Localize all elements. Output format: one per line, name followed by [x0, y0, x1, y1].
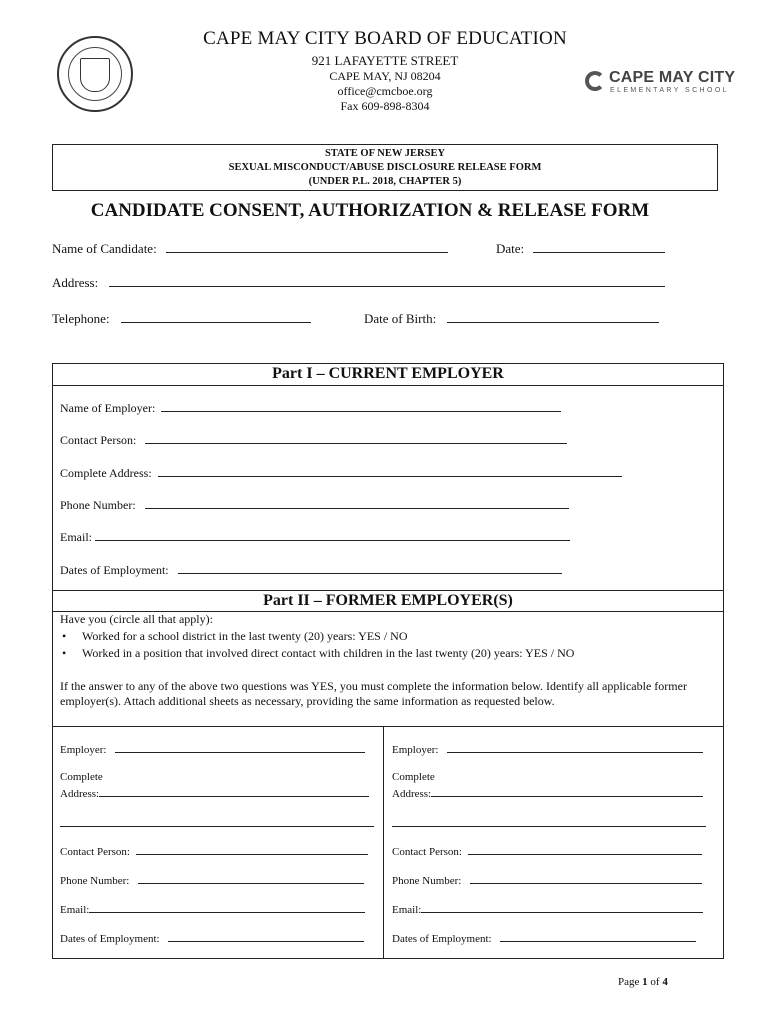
candidate-dob-field[interactable]	[364, 310, 659, 327]
candidate-name-line[interactable]	[166, 240, 448, 253]
part2-title: Part II – FORMER EMPLOYER(S)	[263, 592, 513, 609]
p2-left-phone-field[interactable]	[60, 873, 364, 887]
p2-right-complete-label: Complete	[392, 771, 435, 783]
p1-dates-field[interactable]	[60, 562, 562, 578]
p2-right-email-label: Email:	[392, 904, 422, 916]
state-line-2: SEXUAL MISCONDUCT/ABUSE DISCLOSURE RELEASE FORM	[228, 162, 542, 173]
candidate-dob-line[interactable]	[447, 310, 659, 323]
org-street: 921 LAFAYETTE STREET	[311, 53, 459, 68]
bullet-icon: •	[62, 629, 67, 643]
org-fax: Fax 609-898-8304	[340, 99, 430, 113]
p2-left-address-field[interactable]	[60, 786, 369, 800]
p2-right-address-line[interactable]	[431, 786, 703, 797]
p1-employer-field[interactable]	[60, 400, 561, 416]
p2-right-contact-line[interactable]	[468, 844, 702, 855]
p2-left-contact-label: Contact Person:	[60, 846, 130, 858]
part1-title: Part I – CURRENT EMPLOYER	[272, 365, 504, 382]
p2-left-email-line[interactable]	[89, 902, 365, 913]
org-email: office@cmcboe.org	[337, 84, 433, 98]
candidate-name-field[interactable]	[52, 240, 448, 257]
form-title: CANDIDATE CONSENT, AUTHORIZATION & RELEASE FORM	[90, 200, 650, 221]
p2-right-contact-field[interactable]	[392, 844, 702, 858]
p1-address-label: Complete Address:	[60, 466, 152, 480]
p2-bullet-2-text: Worked in a position that involved direct contact with children in the last twenty (20) years: YES / NO	[82, 646, 575, 660]
page-number	[618, 976, 668, 988]
p2-left-phone-label: Phone Number:	[60, 875, 130, 887]
p1-phone-line[interactable]	[145, 497, 569, 509]
state-form-box	[52, 144, 718, 191]
p1-employer-label: Name of Employer:	[60, 401, 156, 415]
p1-dates-label: Dates of Employment:	[60, 563, 169, 577]
p1-contact-label: Contact Person:	[60, 433, 137, 447]
p1-phone-field[interactable]	[60, 497, 569, 513]
page-total: 4	[662, 976, 668, 988]
p2-left-address-label: Address:	[60, 788, 100, 800]
p2-right-dates-label: Dates of Employment:	[392, 933, 492, 945]
p1-address-field[interactable]	[60, 465, 622, 481]
p2-left-contact-line[interactable]	[136, 844, 368, 855]
p2-left-dates-line[interactable]	[168, 931, 364, 942]
p2-left-contact-field[interactable]	[60, 844, 368, 858]
candidate-telephone-line[interactable]	[121, 310, 311, 323]
p2-right-address-field[interactable]	[392, 786, 703, 800]
p2-left-address-line[interactable]	[99, 786, 369, 797]
p1-employer-line[interactable]	[161, 400, 561, 412]
p2-column-divider	[383, 726, 384, 959]
p1-email-line[interactable]	[95, 529, 570, 541]
p2-right-email-line[interactable]	[421, 902, 703, 913]
p2-right-phone-label: Phone Number:	[392, 875, 462, 887]
p2-left-employer-line[interactable]	[115, 742, 365, 753]
p2-right-employer-line[interactable]	[447, 742, 703, 753]
p2-left-employer-label: Employer:	[60, 744, 107, 756]
page-current: 1	[642, 976, 648, 988]
p2-intro: Have you (circle all that apply):	[60, 612, 213, 626]
candidate-dob-label: Date of Birth:	[364, 311, 437, 326]
p1-address-line[interactable]	[158, 465, 622, 477]
p2-right-dates-line[interactable]	[500, 931, 696, 942]
candidate-telephone-label: Telephone:	[52, 311, 110, 326]
p2-bullet-2	[62, 646, 574, 661]
p2-right-phone-field[interactable]	[392, 873, 702, 887]
p2-left-email-field[interactable]	[60, 902, 365, 916]
candidate-address-field[interactable]	[52, 274, 665, 291]
candidate-address-line[interactable]	[109, 274, 665, 287]
p2-left-phone-line[interactable]	[138, 873, 364, 884]
state-line-3: (UNDER P.L. 2018, CHAPTER 5)	[308, 176, 462, 187]
p2-right-address-label: Address:	[392, 788, 432, 800]
p2-bullet-1-text: Worked for a school district in the last twenty (20) years: YES / NO	[82, 629, 408, 643]
org-name: CAPE MAY CITY BOARD OF EDUCATION	[203, 28, 567, 49]
p1-contact-line[interactable]	[145, 432, 567, 444]
p2-right-address-line-2-rule[interactable]	[392, 816, 706, 827]
p2-right-phone-line[interactable]	[470, 873, 702, 884]
page-of: of	[647, 976, 663, 988]
page-prefix: Page	[618, 976, 643, 988]
p2-right-email-field[interactable]	[392, 902, 703, 916]
p2-right-dates-field[interactable]	[392, 931, 696, 945]
p2-bullet-1	[62, 629, 408, 644]
p1-dates-line[interactable]	[178, 562, 562, 574]
state-line-1: STATE OF NEW JERSEY	[324, 148, 446, 159]
p1-email-field[interactable]	[60, 529, 570, 545]
bullet-icon: •	[62, 646, 67, 660]
p2-left-address-line-2[interactable]	[60, 816, 374, 830]
p2-right-employer-label: Employer:	[392, 744, 439, 756]
p1-email-label: Email:	[60, 530, 92, 544]
p2-left-dates-field[interactable]	[60, 931, 364, 945]
p1-phone-label: Phone Number:	[60, 498, 136, 512]
p2-grid-top-divider	[52, 726, 724, 727]
org-city: CAPE MAY, NJ 08204	[329, 69, 441, 83]
p2-left-dates-label: Dates of Employment:	[60, 933, 160, 945]
candidate-name-label: Name of Candidate:	[52, 241, 157, 256]
logo-subtitle: ELEMENTARY SCHOOL	[610, 87, 729, 94]
p2-left-employer-field[interactable]	[60, 742, 365, 756]
candidate-telephone-field[interactable]	[52, 310, 311, 327]
candidate-date-line[interactable]	[533, 240, 665, 253]
p2-instructions: If the answer to any of the above two questions was YES, you must complete the information below. Identify all applicable former employer(s). Attach additional sheets as necessary, providing the same information as requested below.	[60, 679, 687, 708]
p2-left-email-label: Email:	[60, 904, 90, 916]
p2-right-contact-label: Contact Person:	[392, 846, 462, 858]
logo-mark-icon	[585, 71, 605, 91]
candidate-date-field[interactable]	[496, 240, 665, 257]
p2-left-address-line-2-rule[interactable]	[60, 816, 374, 827]
p2-right-address-line-2[interactable]	[392, 816, 706, 830]
p1-contact-field[interactable]	[60, 432, 567, 448]
candidate-address-label: Address:	[52, 275, 99, 290]
p2-right-employer-field[interactable]	[392, 742, 703, 756]
logo-name: CAPE MAY CITY	[609, 69, 736, 86]
p2-left-complete-label: Complete	[60, 771, 103, 783]
candidate-date-label: Date:	[496, 241, 525, 256]
part1-title-divider	[52, 385, 724, 386]
